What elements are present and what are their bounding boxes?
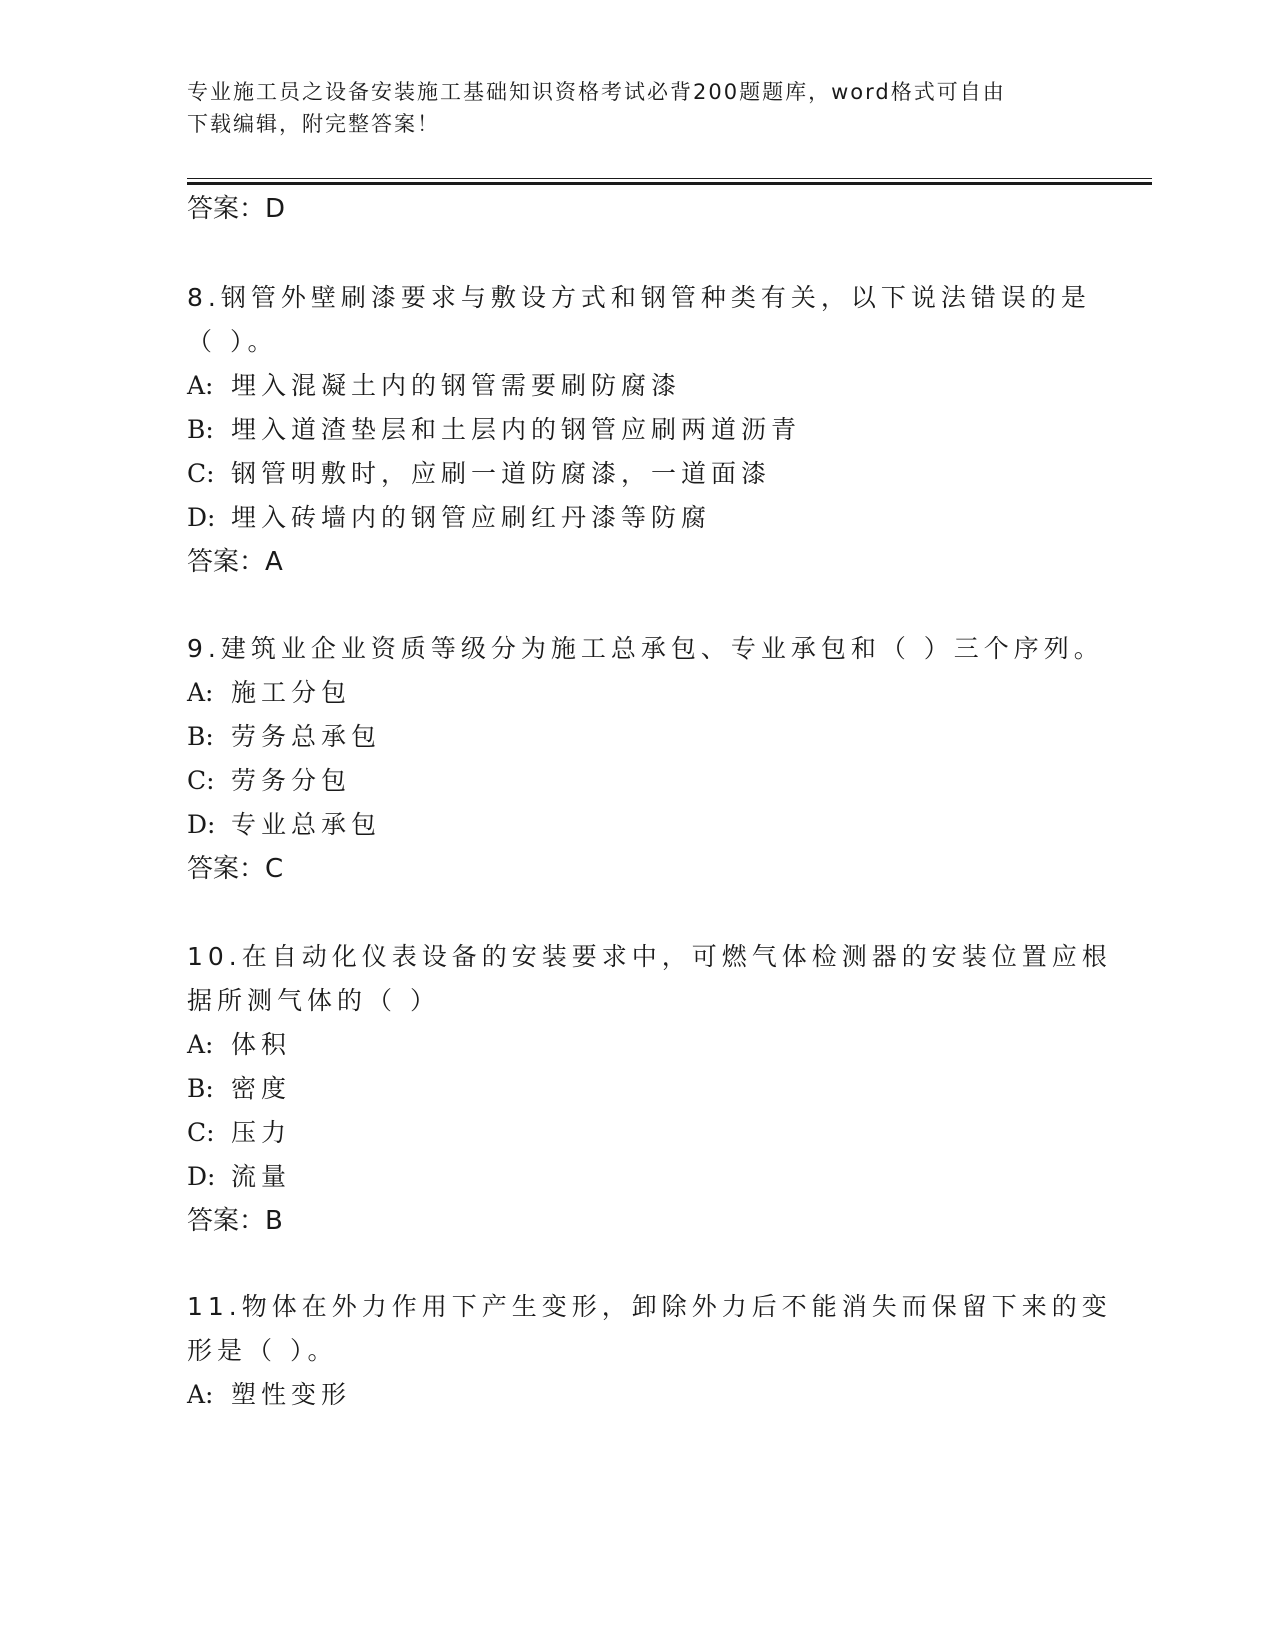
question-10-answer: 答案：B — [187, 1206, 283, 1236]
question-9-answer: 答案：C — [187, 854, 284, 884]
question-11-option-a: A: 塑性变形 — [187, 1380, 352, 1409]
question-8-option-d: D: 埋入砖墙内的钢管应刷红丹漆等防腐 — [187, 503, 712, 532]
question-8-option-c: C: 钢管明敷时，应刷一道防腐漆，一道面漆 — [187, 459, 772, 488]
page-header — [187, 76, 1067, 140]
question-11-stem-line-1: 11.物体在外力作用下产生变形，卸除外力后不能消失而保留下来的变 — [187, 1292, 1112, 1321]
question-10-option-a: A: 体积 — [187, 1030, 292, 1059]
question-9-option-a: A: 施工分包 — [187, 678, 352, 707]
header-rule-thick — [187, 182, 1152, 185]
question-8-option-b: B: 埋入道渣垫层和土层内的钢管应刷两道沥青 — [187, 415, 802, 444]
header-line-2: 下载编辑，附完整答案！ — [187, 112, 440, 136]
question-9-option-b: B: 劳务总承包 — [187, 722, 382, 751]
question-10-option-b: B: 密度 — [187, 1074, 292, 1103]
question-8-stem-line-1: 8.钢管外壁刷漆要求与敷设方式和钢管种类有关，以下说法错误的是 — [187, 283, 1091, 312]
header-line-1: 专业施工员之设备安装施工基础知识资格考试必背200题题库，word格式可自由 — [187, 80, 1006, 104]
question-10-stem-line-2: 据所测气体的（ ） — [187, 986, 440, 1015]
question-8-option-a: A: 埋入混凝土内的钢管需要刷防腐漆 — [187, 371, 682, 400]
question-9-option-d: D: 专业总承包 — [187, 810, 382, 839]
header-rule-thin — [187, 178, 1152, 179]
question-10-option-c: C: 压力 — [187, 1118, 292, 1147]
question-9-option-c: C: 劳务分包 — [187, 766, 352, 795]
question-10-stem-line-1: 10.在自动化仪表设备的安装要求中，可燃气体检测器的安装位置应根 — [187, 942, 1112, 971]
question-9-stem-line-1: 9.建筑业企业资质等级分为施工总承包、专业承包和（ ）三个序列。 — [187, 634, 1104, 663]
question-10-option-d: D: 流量 — [187, 1162, 292, 1191]
question-8-stem-line-2: （ ）。 — [187, 327, 278, 356]
question-11-stem-line-2: 形是（ ）。 — [187, 1336, 338, 1365]
answer-prev: 答案：D — [187, 194, 286, 224]
question-8-answer: 答案：A — [187, 547, 283, 577]
